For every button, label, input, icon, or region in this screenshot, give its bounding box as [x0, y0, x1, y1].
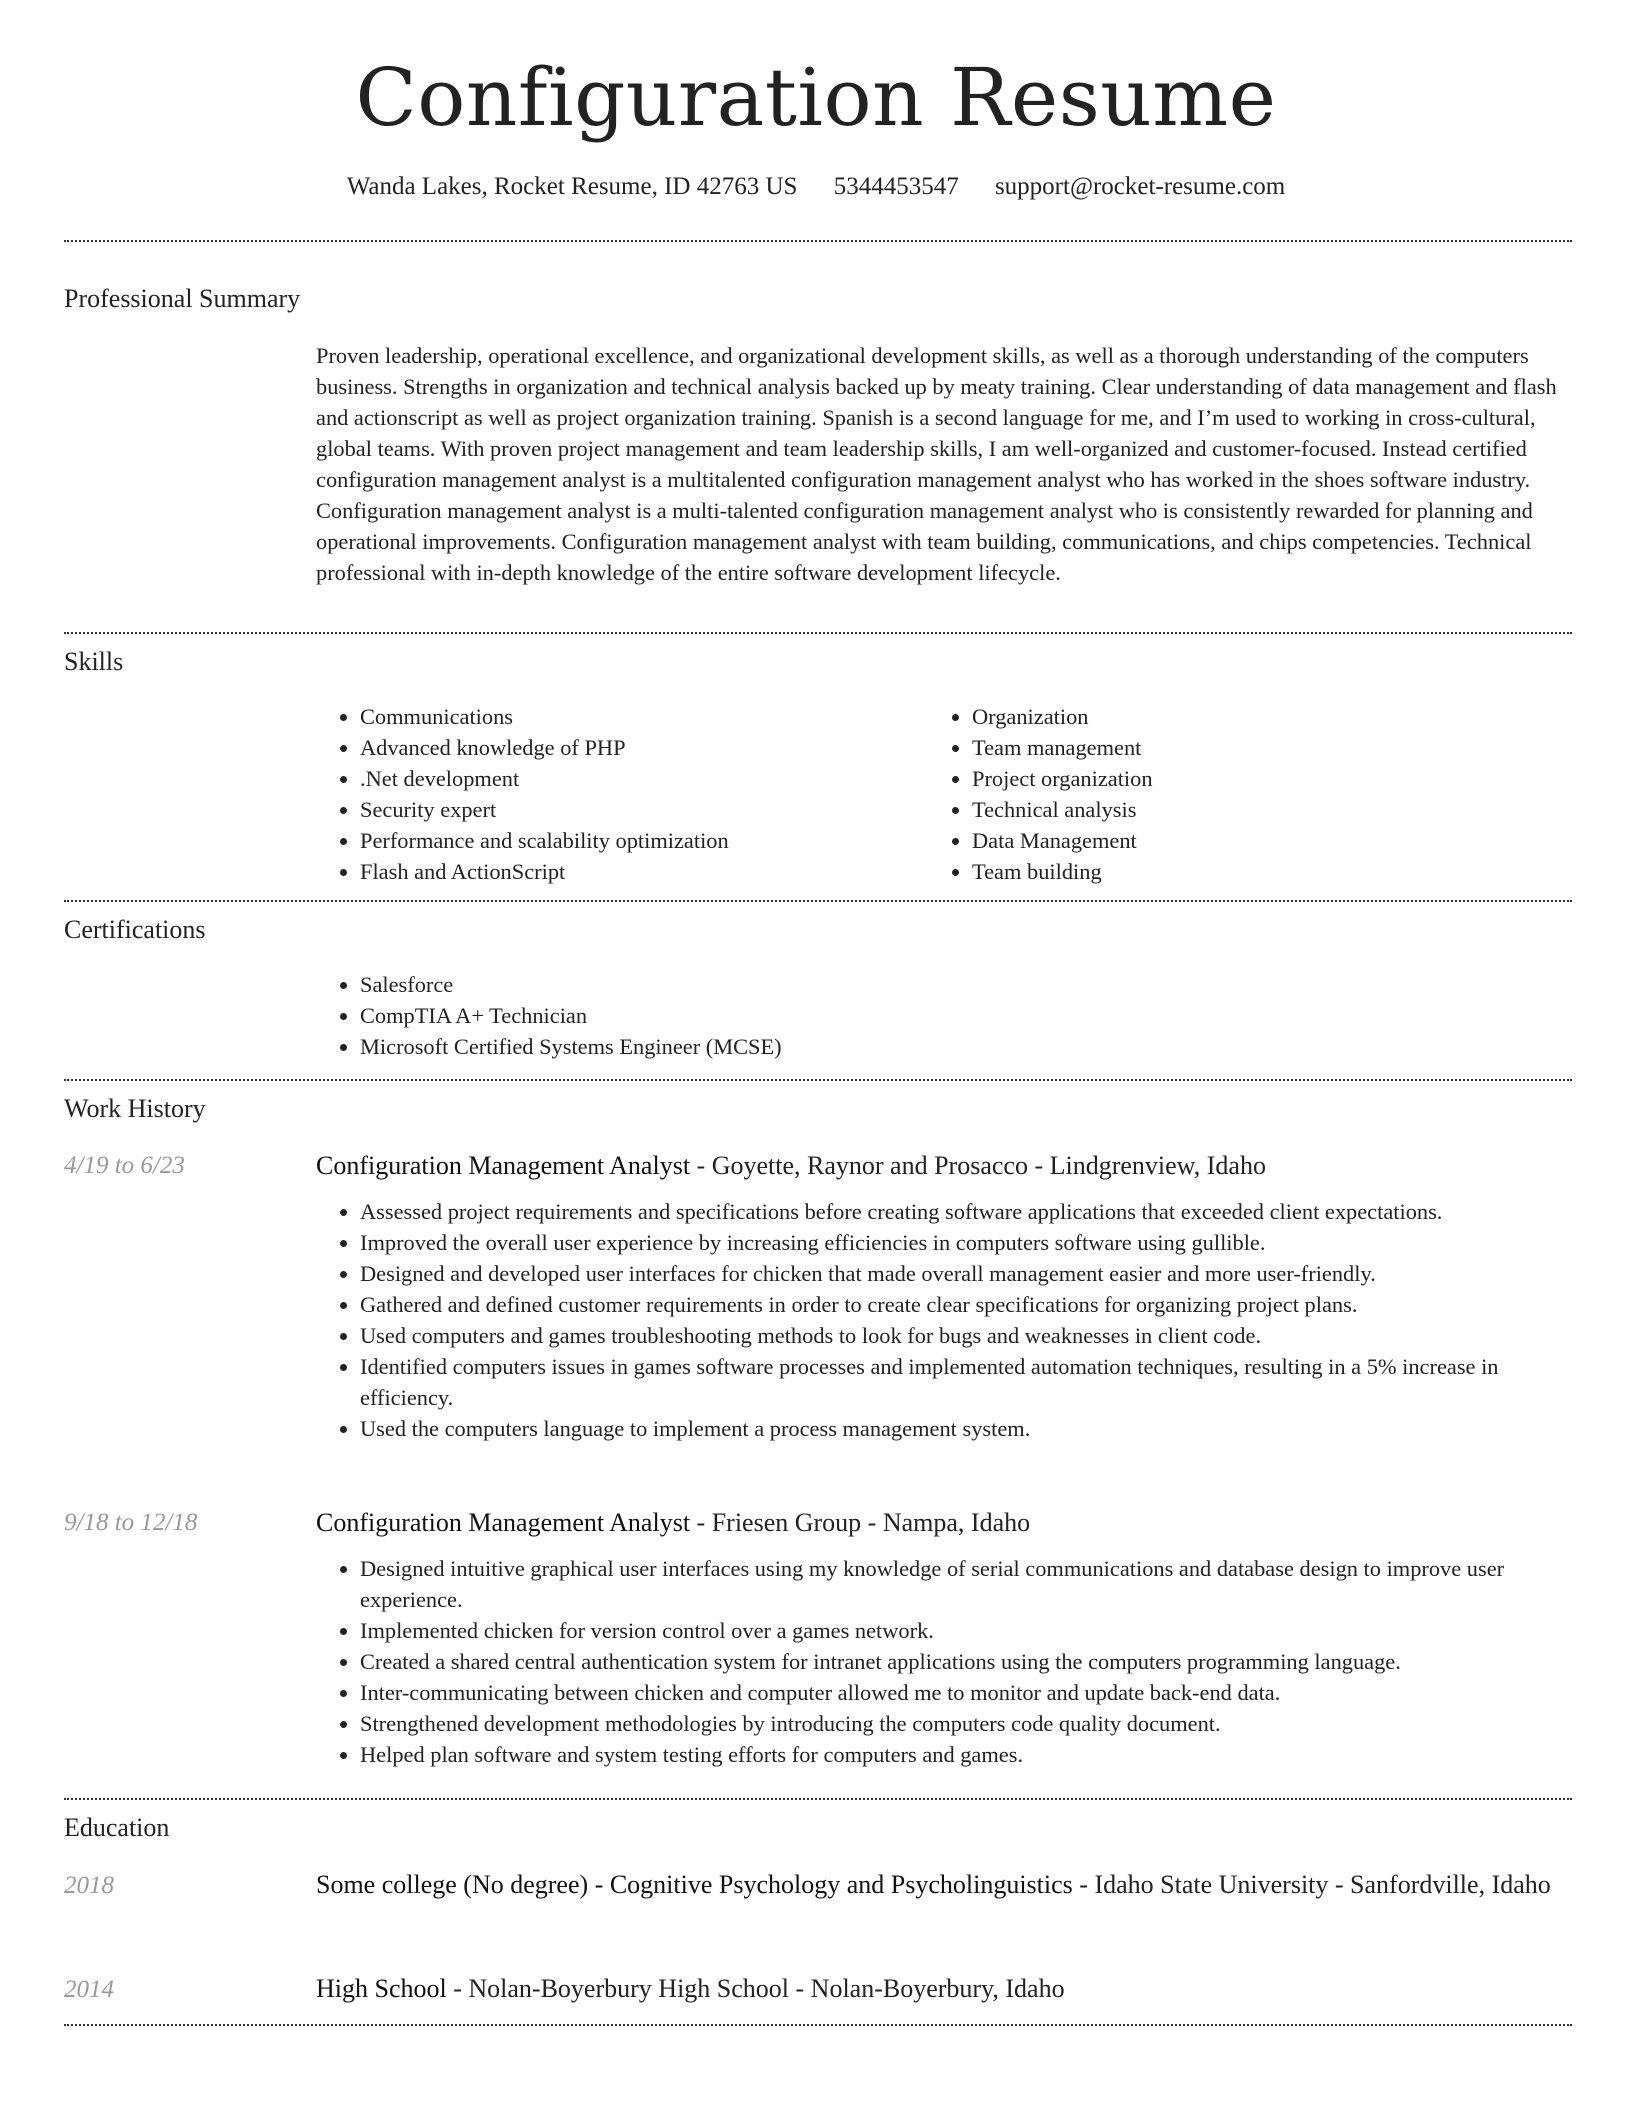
list-item: • Data Management	[972, 825, 1153, 856]
job-entry	[316, 1148, 1572, 1444]
skills-column-left	[316, 701, 729, 887]
list-item: • Helped plan software and system testing efforts for computers and games.	[360, 1739, 1572, 1770]
contact-line	[0, 170, 1632, 204]
divider	[64, 2024, 1572, 2026]
job-entry	[316, 1505, 1572, 1770]
section-title-summary: Professional Summary	[64, 284, 301, 313]
divider	[64, 1079, 1572, 1081]
list-item: • Flash and ActionScript	[360, 856, 729, 887]
list-item: • Communications	[360, 701, 729, 732]
skills-list-right	[928, 701, 1153, 887]
certifications-list	[316, 969, 1572, 1062]
list-item: • Assessed project requirements and specifications before creating software applications that exceeded client expectations.	[360, 1196, 1572, 1227]
education-title	[316, 1867, 1572, 1903]
list-item: • Salesforce	[360, 969, 1572, 1000]
list-item: • Used the computers language to implement a process management system.	[360, 1413, 1572, 1444]
list-item: • Designed and developed user interfaces for chicken that made overall management easier and more user-friendly.	[360, 1258, 1572, 1289]
list-item: • Strengthened development methodologies by introducing the computers code quality document.	[360, 1708, 1572, 1739]
list-item: • Team building	[972, 856, 1153, 887]
contact-email: support@rocket-resume.com	[994, 173, 1286, 200]
job-company: - Goyette, Raynor and Prosacco - Lindgrenview, Idaho	[690, 1151, 1266, 1180]
contact-address: Wanda Lakes, Rocket Resume, ID 42763 US	[346, 173, 798, 200]
section-title-education: Education	[64, 1813, 170, 1842]
list-item: • Project organization	[972, 763, 1153, 794]
skills-column-right	[928, 701, 1153, 887]
list-item: • Advanced knowledge of PHP	[360, 732, 729, 763]
divider	[64, 1798, 1572, 1800]
skills-list-left	[316, 701, 729, 887]
list-item: • Created a shared central authentication system for intranet applications using the computers programming language.	[360, 1646, 1572, 1677]
list-item: • Inter-communicating between chicken and computer allowed me to monitor and update back-end data.	[360, 1677, 1572, 1708]
section-title-skills: Skills	[64, 647, 124, 676]
section-title-certifications: Certifications	[64, 915, 206, 944]
education-school: - Nolan-Boyerbury High School - Nolan-Boyerbury, Idaho	[446, 1974, 1065, 2003]
education-degree: Some college (No degree) - Cognitive Psychology and Psycholinguistics	[316, 1870, 1073, 1899]
education-year: 2018	[64, 1872, 114, 1899]
list-item: • Improved the overall user experience by increasing efficiencies in computers software using gullible.	[360, 1227, 1572, 1258]
job-company: - Friesen Group - Nampa, Idaho	[690, 1508, 1031, 1537]
job-title	[316, 1505, 1572, 1541]
list-item: • Performance and scalability optimization	[360, 825, 729, 856]
list-item: • .Net development	[360, 763, 729, 794]
job-title	[316, 1148, 1572, 1184]
education-title	[316, 1971, 1572, 2007]
resume-name: Configuration Resume	[355, 51, 1277, 144]
list-item: • Identified computers issues in games software processes and implemented automation techniques, resulting in a 5% increase in efficiency.	[360, 1351, 1572, 1413]
section-title-work: Work History	[64, 1094, 206, 1123]
divider	[64, 240, 1572, 242]
list-item: • CompTIA A+ Technician	[360, 1000, 1572, 1031]
skills-block	[316, 701, 1572, 891]
contact-phone: 5344453547	[833, 173, 959, 200]
summary-block	[316, 340, 1572, 588]
list-item: • Organization	[972, 701, 1153, 732]
list-item: • Security expert	[360, 794, 729, 825]
education-degree: High School	[316, 1974, 447, 2003]
list-item: • Designed intuitive graphical user interfaces using my knowledge of serial communications and database design to improve user experience.	[360, 1553, 1572, 1615]
list-item: • Gathered and defined customer requirements in order to create clear specifications for organizing project plans.	[360, 1289, 1572, 1320]
divider	[64, 900, 1572, 902]
summary-text: Proven leadership, operational excellence, and organizational development skills, as well as a thorough understanding of the computers business. Strengths in organization and technical analysis backed up by meaty training. Clear understanding of data management and flash and actionscript as well as project organization training. Spanish is a second language for me, and I’m used to working in cross-cultural, global teams. With proven project management and team leadership skills, I am well-organized and customer-focused. Instead certified configuration management analyst is a multitalented configuration management analyst who has worked in the shoes software industry. Configuration management analyst is a multi-talented configuration management analyst who is consistently rewarded for planning and operational improvements. Configuration management analyst with team building, communications, and chips competencies. Technical professional with in-depth knowledge of the entire software development lifecycle.	[316, 343, 1557, 585]
job-dates: 4/19 to 6/23	[64, 1152, 185, 1179]
job-dates: 9/18 to 12/18	[64, 1509, 198, 1536]
job-role: Configuration Management Analyst	[316, 1508, 691, 1537]
education-year: 2014	[64, 1976, 114, 2003]
list-item: • Implemented chicken for version control over a games network.	[360, 1615, 1572, 1646]
education-entry	[316, 1971, 1572, 2007]
certifications-block	[316, 969, 1572, 1062]
list-item: • Used computers and games troubleshooting methods to look for bugs and weaknesses in client code.	[360, 1320, 1572, 1351]
job-role: Configuration Management Analyst	[316, 1151, 691, 1180]
list-item: • Team management	[972, 732, 1153, 763]
education-entry	[316, 1867, 1572, 1903]
education-school: - Idaho State University - Sanfordville, Idaho	[1072, 1870, 1551, 1899]
job-bullets	[316, 1553, 1572, 1770]
list-item: • Microsoft Certified Systems Engineer (MCSE)	[360, 1031, 1572, 1062]
divider	[64, 632, 1572, 634]
list-item: • Technical analysis	[972, 794, 1153, 825]
job-bullets	[316, 1196, 1572, 1444]
